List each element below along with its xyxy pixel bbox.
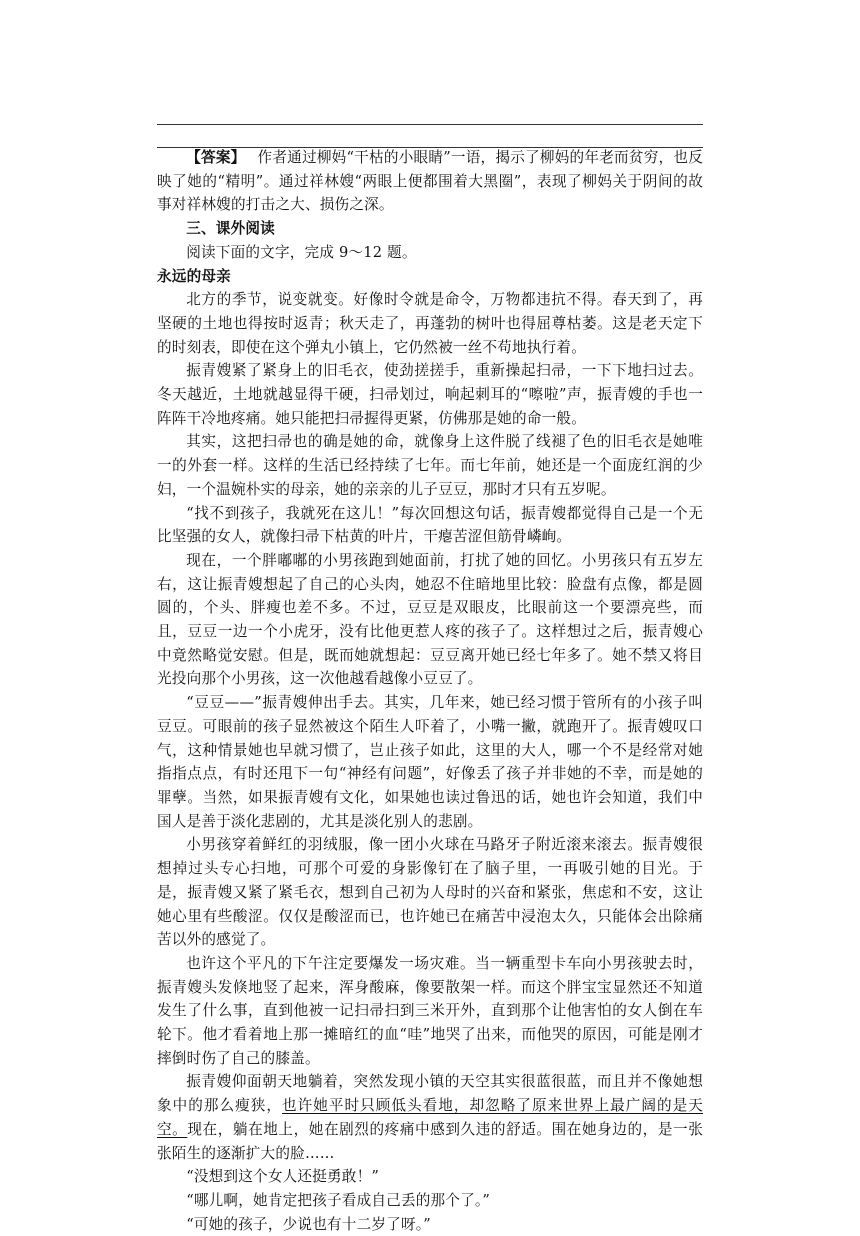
- paragraph-text: 现在，躺在地上，她在剧烈的疼痛中感到久违的舒适。围在她身边的，是一张张陌生的逐渐扩大的脸……: [157, 1120, 703, 1162]
- answer-line-1: [157, 124, 703, 125]
- article-paragraph: 其实，这把扫帚也的确是她的命，就像身上这件脱了线褪了色的旧毛衣是她唯一的外套一样。这样的生活已经持续了七年。而七年前，她还是一个面庞红润的少妇，一个温婉朴实的母亲，她的亲亲的儿子豆豆，那时才只有五岁呢。: [157, 433, 703, 498]
- underlined-sentence: 也许她平时只顾低头看地，却忽略了原来世界上最广阔的是天空。: [157, 1097, 704, 1138]
- dialogue-line: “没想到这个女人还挺勇敢！”: [186, 1168, 380, 1186]
- article-paragraph: 现在，一个胖嘟嘟的小男孩跑到她面前，打扰了她的回忆。小男孩只有五岁左右，这让振青嫂想起了自己的心头肉，她忍不住暗地里比较：脸盘有点像，都是圆圆的，个头、胖瘦也差不多。不过，豆豆是双眼皮，比眼前这一个要漂亮些，而且，豆豆一边一个小虎牙，没有比他更惹人疼的孩子了。这样想过之后，振青嫂心中竟然略觉安慰。但是，既而她就想起：豆豆离开她已经七年多了。她不禁又将目光投向那个小男孩，这一次他越看越像小豆豆了。: [157, 551, 703, 688]
- answer-paragraph: [157, 146, 703, 217]
- dialogue-line: “哪儿啊，她肯定把孩子看成自己丢的那个了。”: [186, 1191, 491, 1209]
- article-paragraph: 振青嫂紧了紧身上的旧毛衣，使劲搓搓手，重新操起扫帚，一下下地扫过去。冬天越近，土地就越显得干硬，扫帚划过，响起刺耳的“嚓啦”声，振青嫂的手也一阵阵干冷地疼痛。她只能把扫帚握得更紧，仿佛那是她的命一般。: [157, 362, 703, 427]
- article-paragraph: 也许这个平凡的下午注定要爆发一场灾难。当一辆重型卡车向小男孩驶去时，振青嫂头发倏地竖了起来，浑身酸麻，像要散架一样。而这个胖宝宝显然还不知道发生了什么事，直到他被一记扫帚扫到三米开外，直到那个让他害怕的女人倒在车轮下。他才看着地上那一摊暗红的血“哇”地哭了出来，而他哭的原因，可能是刚才摔倒时伤了自己的膝盖。: [157, 954, 703, 1067]
- dialogue-line: “可她的孩子，少说也有十二岁了呀。”: [186, 1215, 431, 1233]
- article-paragraph-underlined: [157, 1070, 703, 1165]
- answer-text: 作者通过柳妈“干枯的小眼睛”一语，揭示了柳妈的年老而贫穷，也反映了她的“精明”。通过祥林嫂“两眼上便都围着大黑圈”，表现了柳妈关于阴间的故事对祥林嫂的打击之大、损伤之深。: [157, 149, 703, 214]
- article-paragraph: 小男孩穿着鲜红的羽绒服，像一团小火球在马路牙子附近滚来滚去。振青嫂很想掉过头专心扫地，可那个可爱的身影像钉在了脑子里，一再吸引她的目光。于是，振青嫂又紧了紧毛衣，想到自己初为人母时的兴奋和紧张，焦虑和不安，这让她心里有些酸涩。仅仅是酸涩而已，也许她已在痛苦中浸泡太久，只能体会出除痛苦以外的感觉了。: [157, 836, 703, 949]
- paragraph-text: 振青嫂仰面朝天地躺着，突然发现小镇的天空其实很蓝很蓝，而且并不像她想象中的那么瘦狭，: [157, 1073, 703, 1115]
- section-instruction: 阅读下面的文字，完成 9～12 题。: [186, 243, 417, 261]
- answer-label: 【答案】: [186, 149, 246, 166]
- document-body: [157, 146, 703, 1236]
- section-title: 三、课外阅读: [186, 220, 275, 238]
- article-paragraph: “找不到孩子，我就死在这儿！”每次回想这句话，振青嫂都觉得自己是一个无比坚强的女人，就像扫帚下枯黄的叶片，干瘪苦涩但筋骨嶙峋。: [157, 504, 703, 546]
- article-paragraph: 北方的季节，说变就变。好像时令就是命令，万物都违抗不得。春天到了，再坚硬的土地也得按时返青；秋天走了，再蓬勃的树叶也得屈尊枯萎。这是老天定下的时刻表，即使在这个弹丸小镇上，它仍然被一丝不苟地执行着。: [157, 291, 703, 356]
- article-paragraph: “豆豆——”振青嫂伸出手去。其实，几年来，她已经习惯于管所有的小孩子叫豆豆。可眼前的孩子显然被这个陌生人吓着了，小嘴一撇，就跑开了。振青嫂叹口气，这种情景她也早就习惯了，岂止孩子如此，这里的大人，哪一个不是经常对她指指点点，有时还甩下一句“神经有问题”，好像丢了孩子并非她的不幸，而是她的罪孽。当然，如果振青嫂有文化，如果她也读过鲁迅的话，她也许会知道，我们中国人是善于淡化悲剧的，尤其是淡化别人的悲剧。: [157, 694, 703, 830]
- article-title: 永远的母亲: [157, 267, 231, 285]
